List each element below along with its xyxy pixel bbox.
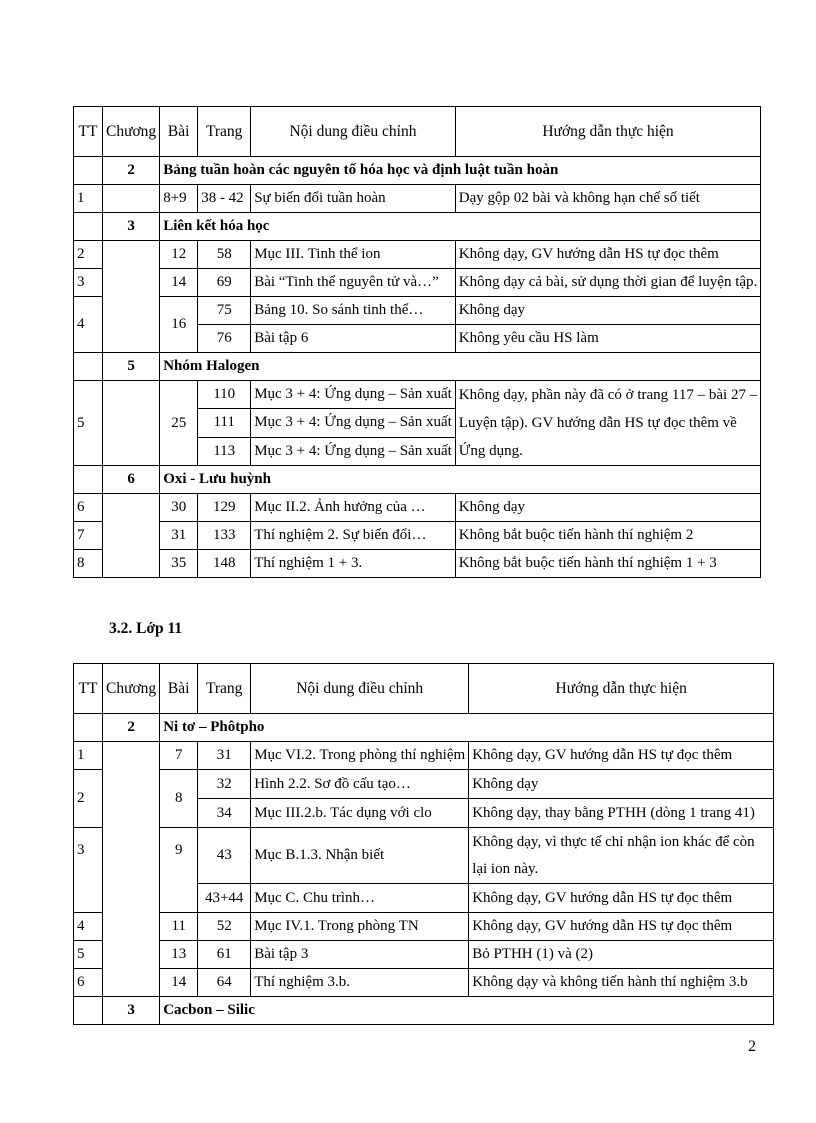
row-noi-dung: Bài tập 6 <box>251 325 456 353</box>
table-row <box>74 969 774 997</box>
row-huong-dan: Không dạy, GV hướng dẫn HS tự đọc thêm <box>455 241 761 269</box>
row-trang: 110 <box>198 381 251 409</box>
table-row <box>74 269 761 297</box>
header-chuong: Chương <box>103 664 160 714</box>
row-noi-dung: Mục C. Chu trình… <box>251 884 469 913</box>
row-bai: 9 <box>160 828 198 913</box>
row-tt: 1 <box>74 742 103 770</box>
row-noi-dung: Thí nghiệm 1 + 3. <box>251 550 456 578</box>
row-huong-dan: Không bắt buộc tiến hành thí nghiệm 1 + 3 <box>455 550 761 578</box>
row-noi-dung: Mục 3 + 4: Ứng dụng – Sản xuất <box>251 437 456 465</box>
row-bai: 11 <box>160 913 198 941</box>
table-row <box>74 297 761 325</box>
row-trang: 129 <box>198 494 251 522</box>
chapter-row <box>74 157 761 185</box>
row-bai: 14 <box>160 269 198 297</box>
row-trang: 38 - 42 <box>198 185 251 213</box>
row-bai: 13 <box>160 941 198 969</box>
row-trang: 69 <box>198 269 251 297</box>
row-tt: 3 <box>74 828 103 913</box>
row-noi-dung: Bài “Tinh thể nguyên tử và…” <box>251 269 456 297</box>
row-trang: 58 <box>198 241 251 269</box>
chapter-title: Bảng tuần hoàn các nguyên tố hóa học và định luật tuần hoàn <box>160 157 761 185</box>
row-noi-dung: Bảng 10. So sánh tinh thể… <box>251 297 456 325</box>
table-row <box>74 522 761 550</box>
table-row <box>74 770 774 799</box>
row-tt: 2 <box>74 241 103 269</box>
row-noi-dung: Thí nghiệm 2. Sự biến đổi… <box>251 522 456 550</box>
row-tt: 5 <box>74 381 103 466</box>
grade-10-adjustment-table <box>73 106 761 578</box>
row-huong-dan: Không dạy, phần này đã có ở trang 117 – bài 27 – Luyện tập). GV hướng dẫn HS tự đọc thêm về Ứng dụng. <box>455 381 761 466</box>
header-trang: Trang <box>198 664 251 714</box>
row-noi-dung: Bài tập 3 <box>251 941 469 969</box>
table-row <box>74 828 774 884</box>
header-huong-dan: Hướng dẫn thực hiện <box>455 107 761 157</box>
row-tt: 7 <box>74 522 103 550</box>
row-noi-dung: Mục IV.1. Trong phòng TN <box>251 913 469 941</box>
header-huong-dan: Hướng dẫn thực hiện <box>469 664 774 714</box>
row-trang: 64 <box>198 969 251 997</box>
table-row <box>74 550 761 578</box>
chapter-title: Ni tơ – Phôtpho <box>160 714 774 742</box>
row-bai: 30 <box>160 494 198 522</box>
row-noi-dung: Mục III.2.b. Tác dụng với clo <box>251 799 469 828</box>
row-tt: 3 <box>74 269 103 297</box>
row-huong-dan: Không dạy <box>455 297 761 325</box>
row-tt: 6 <box>74 494 103 522</box>
row-noi-dung: Mục 3 + 4: Ứng dụng – Sản xuất <box>251 381 456 409</box>
row-huong-dan: Không dạy, GV hướng dẫn HS tự đọc thêm <box>469 913 774 941</box>
row-trang: 111 <box>198 409 251 437</box>
row-tt: 6 <box>74 969 103 997</box>
chapter-title: Liên kết hóa học <box>160 213 761 241</box>
row-noi-dung: Mục VI.2. Trong phòng thí nghiệm <box>251 742 469 770</box>
chapter-row <box>74 466 761 494</box>
chapter-title: Oxi - Lưu huỳnh <box>160 466 761 494</box>
table-header-row <box>74 107 761 157</box>
row-trang: 133 <box>198 522 251 550</box>
row-bai: 25 <box>160 381 198 466</box>
row-bai: 14 <box>160 969 198 997</box>
grade-11-adjustment-table <box>73 663 774 1025</box>
table-row <box>74 381 761 409</box>
table-row <box>74 185 761 213</box>
section-heading: 3.2. Lớp 11 <box>109 620 183 637</box>
row-bai: 35 <box>160 550 198 578</box>
chapter-number: 6 <box>103 466 160 494</box>
row-trang: 113 <box>198 437 251 465</box>
header-tt: TT <box>74 107 103 157</box>
row-huong-dan: Không dạy <box>469 770 774 799</box>
row-trang: 43 <box>198 828 251 884</box>
row-trang: 43+44 <box>198 884 251 913</box>
row-tt: 1 <box>74 185 103 213</box>
chapter-number: 3 <box>103 997 160 1025</box>
row-huong-dan: Không dạy, thay bằng PTHH (dòng 1 trang 41) <box>469 799 774 828</box>
row-huong-dan: Bỏ PTHH (1) và (2) <box>469 941 774 969</box>
chapter-row <box>74 997 774 1025</box>
header-bai: Bài <box>160 664 198 714</box>
row-noi-dung: Hình 2.2. Sơ đồ cấu tạo… <box>251 770 469 799</box>
row-huong-dan: Không dạy <box>455 494 761 522</box>
chapter-row <box>74 714 774 742</box>
header-noi-dung: Nội dung điều chỉnh <box>251 107 456 157</box>
row-trang: 52 <box>198 913 251 941</box>
chapter-title: Cacbon – Silic <box>160 997 774 1025</box>
row-bai: 8+9 <box>160 185 198 213</box>
row-tt: 2 <box>74 770 103 828</box>
row-huong-dan: Không dạy và không tiến hành thí nghiệm 3.b <box>469 969 774 997</box>
row-noi-dung: Mục 3 + 4: Ứng dụng – Sản xuất <box>251 409 456 437</box>
table-row <box>74 742 774 770</box>
row-trang: 34 <box>198 799 251 828</box>
row-huong-dan: Dạy gộp 02 bài và không hạn chế số tiết <box>455 185 761 213</box>
table-row <box>74 494 761 522</box>
chapter-number: 5 <box>103 353 160 381</box>
chapter-number: 3 <box>103 213 160 241</box>
header-trang: Trang <box>198 107 251 157</box>
table-row <box>74 913 774 941</box>
row-trang: 76 <box>198 325 251 353</box>
row-tt: 4 <box>74 913 103 941</box>
page-number: 2 <box>748 1038 756 1055</box>
row-noi-dung: Sự biến đổi tuần hoàn <box>251 185 456 213</box>
header-noi-dung: Nội dung điều chỉnh <box>251 664 469 714</box>
row-bai: 31 <box>160 522 198 550</box>
row-tt: 5 <box>74 941 103 969</box>
row-trang: 75 <box>198 297 251 325</box>
row-trang: 61 <box>198 941 251 969</box>
row-bai: 8 <box>160 770 198 828</box>
row-noi-dung: Mục III. Tinh thể ion <box>251 241 456 269</box>
row-trang: 32 <box>198 770 251 799</box>
row-noi-dung: Mục B.1.3. Nhận biết <box>251 828 469 884</box>
row-bai: 16 <box>160 297 198 353</box>
table-header-row <box>74 664 774 714</box>
table-row <box>74 941 774 969</box>
row-huong-dan: Không dạy, vì thực tế chỉ nhận ion khác để còn lại ion này. <box>469 828 774 884</box>
header-bai: Bài <box>160 107 198 157</box>
row-trang: 148 <box>198 550 251 578</box>
row-huong-dan: Không dạy, GV hướng dẫn HS tự đọc thêm <box>469 742 774 770</box>
chapter-title: Nhóm Halogen <box>160 353 761 381</box>
header-chuong: Chương <box>103 107 160 157</box>
row-bai: 12 <box>160 241 198 269</box>
row-noi-dung: Thí nghiệm 3.b. <box>251 969 469 997</box>
chapter-number: 2 <box>103 157 160 185</box>
header-tt: TT <box>74 664 103 714</box>
chapter-row <box>74 213 761 241</box>
row-huong-dan: Không dạy, GV hướng dẫn HS tự đọc thêm <box>469 884 774 913</box>
row-huong-dan: Không bắt buộc tiến hành thí nghiệm 2 <box>455 522 761 550</box>
row-huong-dan: Không dạy cả bài, sử dụng thời gian để luyện tập. <box>455 269 761 297</box>
row-noi-dung: Mục II.2. Ảnh hưởng của … <box>251 494 456 522</box>
row-tt: 4 <box>74 297 103 353</box>
table-row <box>74 241 761 269</box>
row-tt: 8 <box>74 550 103 578</box>
row-trang: 31 <box>198 742 251 770</box>
row-huong-dan: Không yêu cầu HS làm <box>455 325 761 353</box>
row-bai: 7 <box>160 742 198 770</box>
chapter-number: 2 <box>103 714 160 742</box>
chapter-row <box>74 353 761 381</box>
